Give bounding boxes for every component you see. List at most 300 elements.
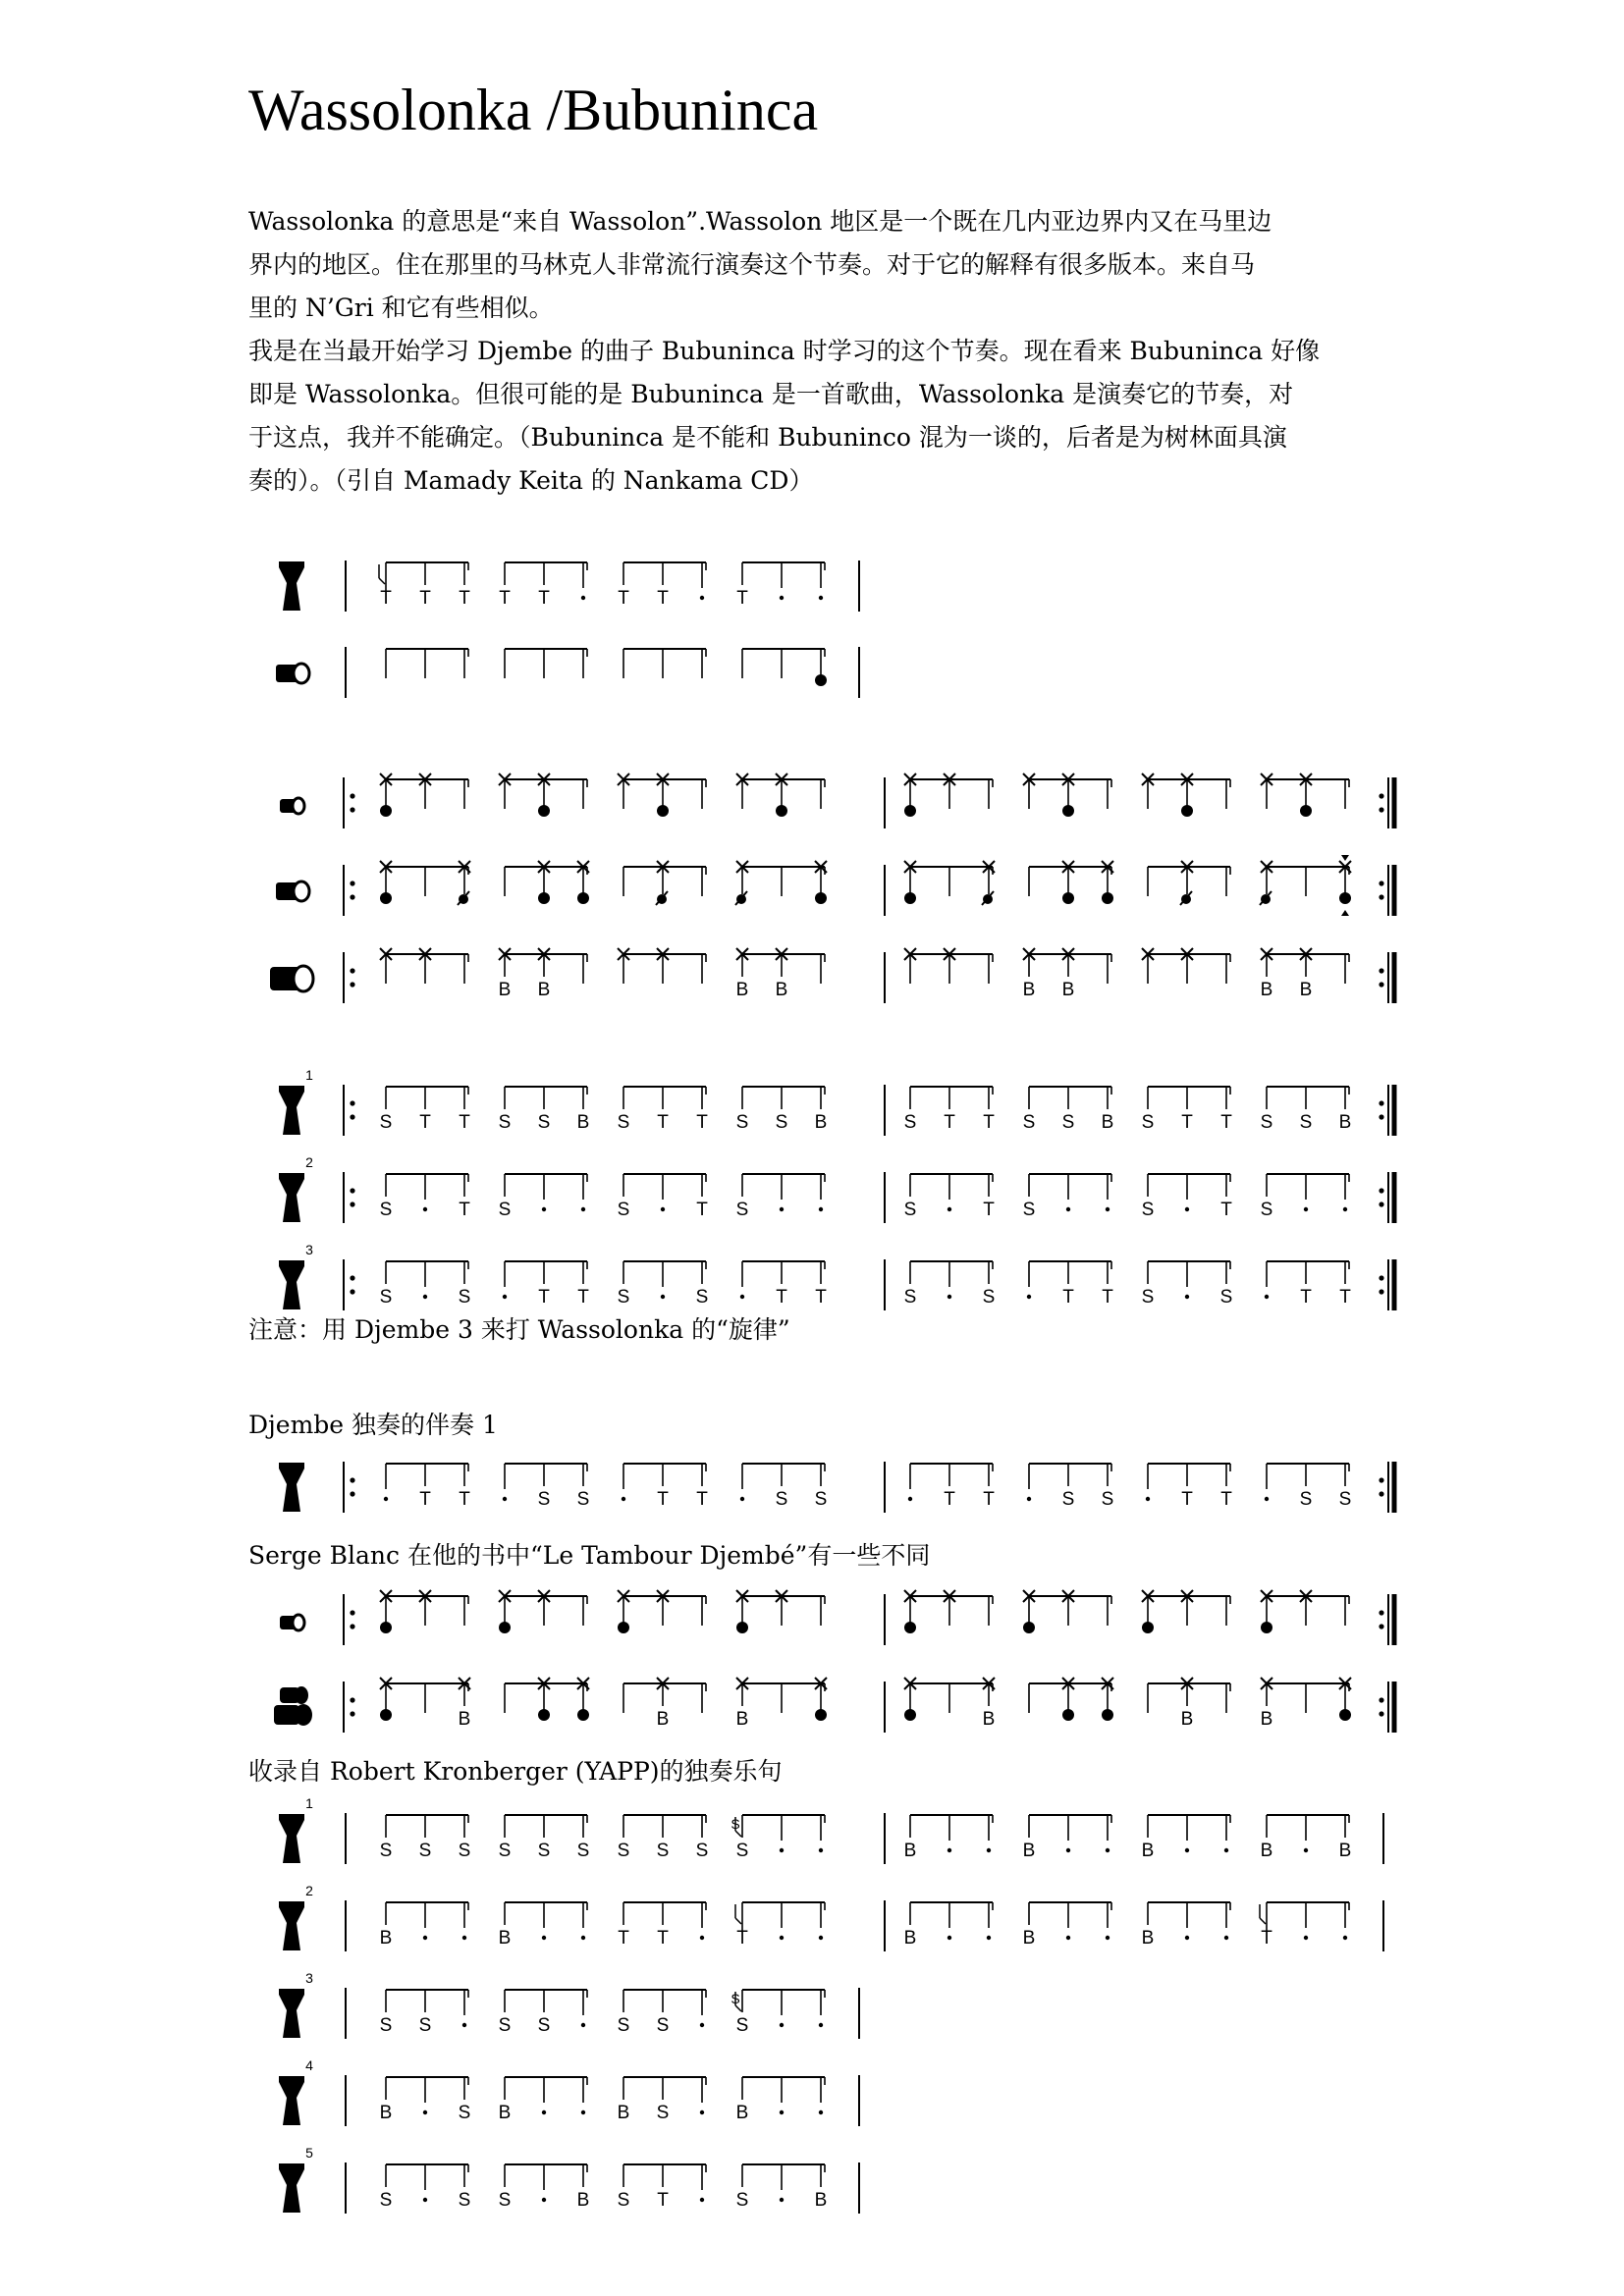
stroke-letter: T xyxy=(815,1287,827,1308)
open-stroke xyxy=(904,892,916,904)
rest-dot xyxy=(819,596,823,600)
repeat-dot xyxy=(350,1477,354,1482)
stroke-letter: S xyxy=(617,1841,630,1861)
repeat-dot xyxy=(1379,1697,1383,1702)
open-stroke xyxy=(1102,892,1113,904)
stroke-letter: T xyxy=(736,588,748,609)
rest-dot xyxy=(987,1936,991,1940)
rest-dot xyxy=(423,2198,427,2202)
rest-dot xyxy=(503,1497,507,1501)
stroke-letter: B xyxy=(458,1709,471,1730)
stroke-letter: S xyxy=(656,2103,670,2123)
stroke-letter: S xyxy=(982,1287,996,1308)
rest-dot xyxy=(1343,1207,1347,1211)
repeat-dot xyxy=(350,894,354,899)
page-title: Wassolonka /Bubuninca xyxy=(248,78,819,142)
rest-dot xyxy=(1146,1497,1150,1501)
stroke-letter: S xyxy=(735,1841,749,1861)
kenkeni-icon xyxy=(280,1615,304,1630)
stroke-letter: T xyxy=(380,588,392,609)
stroke-letter: T xyxy=(983,1489,995,1510)
flam-mark xyxy=(1260,1918,1266,1924)
rest-dot xyxy=(947,1207,951,1211)
rest-dot xyxy=(1224,1848,1228,1852)
stroke-letter: T xyxy=(1102,1287,1113,1308)
repeat-dot xyxy=(1379,968,1383,973)
stroke-letter: S xyxy=(1061,1112,1075,1133)
stroke-letter: T xyxy=(1261,1928,1272,1949)
open-stroke xyxy=(736,1622,748,1633)
rest-dot xyxy=(462,1936,466,1940)
stroke-letter: T xyxy=(657,2190,669,2211)
stroke-letter: S xyxy=(418,1841,432,1861)
stroke-letter: S xyxy=(1022,1200,1036,1220)
rest-dot xyxy=(947,1295,951,1299)
notation-row-djembe-2 xyxy=(279,1154,1394,1223)
open-stroke xyxy=(1339,892,1351,904)
stroke-letter: B xyxy=(617,2103,630,2123)
stroke-letter: S xyxy=(903,1112,917,1133)
rest-dot xyxy=(987,1848,991,1852)
stroke-letter: T xyxy=(1300,1287,1312,1308)
stroke-letter: B xyxy=(1022,980,1036,1000)
stroke-letter: S xyxy=(617,1112,630,1133)
stroke-letter: S xyxy=(617,2015,630,2036)
stroke-letter: T xyxy=(776,1287,787,1308)
stroke-letter: B xyxy=(656,1709,670,1730)
rest-dot xyxy=(384,1497,388,1501)
open-stroke xyxy=(904,1709,916,1721)
stroke-letter: S xyxy=(458,2190,471,2211)
stroke-letter: B xyxy=(498,980,512,1000)
stroke-letter: T xyxy=(1181,1489,1193,1510)
rest-dot xyxy=(1304,1207,1308,1211)
rest-dot xyxy=(1224,1936,1228,1940)
stroke-letter: B xyxy=(1260,980,1273,1000)
open-stroke xyxy=(1181,805,1193,817)
open-stroke xyxy=(577,1709,589,1721)
stroke-letter: S xyxy=(695,1287,709,1308)
stroke-letter: B xyxy=(379,2103,393,2123)
open-stroke xyxy=(657,805,669,817)
stroke-letter: S xyxy=(617,1200,630,1220)
stroke-letter: B xyxy=(982,1709,996,1730)
repeat-dot xyxy=(350,1697,354,1702)
dundunba-icon xyxy=(270,966,313,991)
open-stroke xyxy=(1261,1622,1272,1633)
intro-line: 我是在当最开始学习 Djembe 的曲子 Bubuninca 时学习的这个节奏。现在看来 Bubuninca 好像 xyxy=(248,337,1321,365)
djembe-icon xyxy=(279,2076,304,2125)
djembe-icon xyxy=(279,1086,304,1135)
stroke-letter: S xyxy=(1260,1112,1273,1133)
rest-dot xyxy=(1066,1207,1070,1211)
stroke-letter: B xyxy=(775,980,788,1000)
stroke-letter: T xyxy=(577,1287,589,1308)
intro-line: 即是 Wassolonka。但很可能的是 Bubuninca 是一首歌曲，Wassolonka 是演奏它的节奏，对 xyxy=(248,380,1294,408)
rest-dot xyxy=(423,1936,427,1940)
stroke-letter: B xyxy=(1141,1928,1155,1949)
repeat-dot xyxy=(350,1289,354,1294)
stroke-letter: S xyxy=(537,2015,551,2036)
rest-dot xyxy=(947,1936,951,1940)
repeat-dot xyxy=(1379,1188,1383,1193)
open-stroke xyxy=(1300,805,1312,817)
djembe-icon xyxy=(279,2163,304,2213)
stroke-letter: T xyxy=(419,1489,431,1510)
rest-dot xyxy=(1185,1207,1189,1211)
djembe-icon xyxy=(279,1463,304,1512)
stroke-letter: S xyxy=(656,2015,670,2036)
repeat-dot xyxy=(350,1624,354,1629)
rest-dot xyxy=(503,1295,507,1299)
stroke-letter: S xyxy=(617,1287,630,1308)
stroke-letter: S xyxy=(1338,1489,1352,1510)
stroke-letter: S xyxy=(1299,1112,1313,1133)
rest-dot xyxy=(780,1936,784,1940)
rest-dot xyxy=(819,1936,823,1940)
rest-dot xyxy=(1265,1497,1269,1501)
stroke-letter: S xyxy=(537,1841,551,1861)
stroke-letter: B xyxy=(903,1928,917,1949)
intro-line: 于这点，我并不能确定。（Bubuninca 是不能和 Bubuninco 混为一谈的，后者是为树林面具演 xyxy=(248,423,1287,452)
notation-row-kenkeni xyxy=(280,774,1394,828)
part-number: 2 xyxy=(305,1154,313,1170)
stroke-letter: T xyxy=(696,1112,708,1133)
stroke-letter: S xyxy=(498,2190,512,2211)
rest-dot xyxy=(542,1936,546,1940)
open-stroke xyxy=(815,674,827,686)
repeat-dot xyxy=(1379,1477,1383,1482)
rest-dot xyxy=(700,596,704,600)
open-stroke xyxy=(1339,1709,1351,1721)
stroke-letter: B xyxy=(735,980,749,1000)
stroke-letter: S xyxy=(498,1200,512,1220)
intro-line: Wassolonka 的意思是“来自 Wassolon”.Wassolon 地区是一个既在几内亚边界内又在马里边 xyxy=(248,207,1272,236)
stroke-letter: S xyxy=(814,1489,828,1510)
open-stroke xyxy=(1102,1709,1113,1721)
rest-dot xyxy=(1106,1207,1110,1211)
stroke-letter: S xyxy=(498,2015,512,2036)
repeat-dot xyxy=(350,1491,354,1496)
djembe-icon xyxy=(279,1989,304,2038)
notation-row-intro-djembe xyxy=(279,561,859,612)
repeat-dot xyxy=(1379,807,1383,812)
stroke-letter: B xyxy=(498,2103,512,2123)
rest-dot xyxy=(1185,1848,1189,1852)
repeat-dot xyxy=(1379,1491,1383,1496)
repeat-dot xyxy=(350,968,354,973)
open-stroke xyxy=(776,805,787,817)
notation-row-djembe-1 xyxy=(279,1067,1394,1136)
rest-dot xyxy=(581,2110,585,2114)
rest-dot xyxy=(423,1207,427,1211)
rest-dot xyxy=(780,2110,784,2114)
stroke-letter: T xyxy=(944,1489,955,1510)
stroke-letter: S xyxy=(617,2190,630,2211)
notation-row-sb-dun xyxy=(274,1678,1394,1733)
rest-dot xyxy=(700,2110,704,2114)
open-stroke xyxy=(380,805,392,817)
stroke-letter: B xyxy=(537,980,551,1000)
stroke-letter: T xyxy=(538,588,550,609)
accent-mark xyxy=(1341,855,1349,861)
stroke-letter: S xyxy=(1219,1287,1233,1308)
rest-dot xyxy=(908,1497,912,1501)
repeat-dot xyxy=(350,807,354,812)
open-stroke xyxy=(380,1622,392,1633)
stroke-letter: B xyxy=(735,2103,749,2123)
stroke-letter: S xyxy=(695,1841,709,1861)
stroke-letter: T xyxy=(657,1489,669,1510)
open-stroke xyxy=(577,892,589,904)
intro-line: 界内的地区。住在那里的马林克人非常流行演奏这个节奏。对于它的解释有很多版本。来自马 xyxy=(248,250,1256,279)
intro-line: 里的 N’Gri 和它有些相似。 xyxy=(248,294,554,322)
rest-dot xyxy=(740,1497,744,1501)
notation-row-intro-bass xyxy=(276,647,859,698)
repeat-dot xyxy=(1379,1201,1383,1206)
open-stroke xyxy=(380,892,392,904)
repeat-dot xyxy=(350,1188,354,1193)
djembe-icon xyxy=(279,1814,304,1863)
stroke-letter: T xyxy=(736,1928,748,1949)
repeat-dot xyxy=(350,1114,354,1119)
stroke-letter: B xyxy=(1022,1928,1036,1949)
rest-dot xyxy=(542,2110,546,2114)
repeat-dot xyxy=(1379,894,1383,899)
open-stroke xyxy=(815,1709,827,1721)
open-stroke xyxy=(1062,1709,1074,1721)
djembe-icon xyxy=(279,1173,304,1222)
rest-dot xyxy=(661,1295,665,1299)
rest-dot xyxy=(819,2023,823,2027)
rest-dot xyxy=(780,1207,784,1211)
stroke-letter: T xyxy=(459,1200,470,1220)
stroke-letter: B xyxy=(498,1928,512,1949)
rest-dot xyxy=(1066,1848,1070,1852)
note-djembe3-melody: 注意：用 Djembe 3 来打 Wassolonka 的“旋律” xyxy=(248,1315,790,1344)
rest-dot xyxy=(947,1848,951,1852)
notation-row-dundunba xyxy=(270,948,1394,1003)
stroke-letter: S xyxy=(1101,1489,1114,1510)
stroke-letter: T xyxy=(657,1928,669,1949)
stroke-letter: B xyxy=(903,1841,917,1861)
open-stroke xyxy=(904,1622,916,1633)
repeat-dot xyxy=(350,1275,354,1280)
stroke-letter: S xyxy=(498,1112,512,1133)
kenkeni-icon xyxy=(280,798,304,814)
stroke-letter: T xyxy=(419,588,431,609)
stroke-letter: S xyxy=(1022,1112,1036,1133)
repeat-dot xyxy=(1379,1114,1383,1119)
rest-dot xyxy=(661,1207,665,1211)
stroke-letter: S xyxy=(418,2015,432,2036)
stroke-letter: B xyxy=(1260,1841,1273,1861)
rest-dot xyxy=(423,1295,427,1299)
open-stroke xyxy=(380,1709,392,1721)
repeat-dot xyxy=(1379,1610,1383,1615)
stroke-letter: S xyxy=(1061,1489,1075,1510)
repeat-dot xyxy=(350,1201,354,1206)
flam-mark xyxy=(735,1918,741,1924)
stroke-letter: S xyxy=(1260,1200,1273,1220)
flam-letter: S xyxy=(731,1816,740,1832)
stroke-letter: S xyxy=(775,1489,788,1510)
stroke-letter: T xyxy=(1220,1489,1232,1510)
stroke-letter: S xyxy=(379,1200,393,1220)
heading-serge-blanc: Serge Blanc 在他的书中“Le Tambour Djembé”有一些不同 xyxy=(248,1541,931,1570)
stroke-letter: S xyxy=(735,1200,749,1220)
stroke-letter: B xyxy=(1141,1841,1155,1861)
stroke-letter: S xyxy=(458,1841,471,1861)
repeat-dot xyxy=(350,1100,354,1105)
notation-row-solo-accomp-1 xyxy=(279,1462,1394,1513)
repeat-dot xyxy=(350,881,354,885)
rest-dot xyxy=(581,596,585,600)
stroke-letter: T xyxy=(983,1200,995,1220)
notation-row-djembe-3 xyxy=(279,1242,1394,1310)
stroke-letter: S xyxy=(576,1841,590,1861)
stroke-letter: S xyxy=(903,1287,917,1308)
stroke-letter: T xyxy=(499,588,511,609)
rest-dot xyxy=(740,1295,744,1299)
rest-dot xyxy=(622,1497,625,1501)
flam-mark xyxy=(379,578,385,584)
stroke-letter: B xyxy=(1180,1709,1194,1730)
rest-dot xyxy=(1106,1936,1110,1940)
stroke-letter: S xyxy=(379,1841,393,1861)
repeat-dot xyxy=(1379,1275,1383,1280)
stroke-letter: T xyxy=(618,588,629,609)
repeat-dot xyxy=(1379,982,1383,987)
open-stroke xyxy=(1062,892,1074,904)
rest-dot xyxy=(423,2110,427,2114)
stroke-letter: B xyxy=(576,1112,590,1133)
notation-row-sangban xyxy=(276,855,1394,916)
stroke-letter: S xyxy=(379,1112,393,1133)
stroke-letter: B xyxy=(735,1709,749,1730)
stroke-letter: T xyxy=(538,1287,550,1308)
stroke-letter: B xyxy=(379,1928,393,1949)
stroke-letter: T xyxy=(419,1112,431,1133)
rest-dot xyxy=(819,1207,823,1211)
part-number: 3 xyxy=(305,1970,313,1986)
stroke-letter: S xyxy=(656,1841,670,1861)
repeat-dot xyxy=(350,793,354,798)
stroke-letter: B xyxy=(1338,1112,1352,1133)
flam-letter: S xyxy=(731,1991,740,2006)
stroke-letter: S xyxy=(537,1112,551,1133)
rest-dot xyxy=(1066,1936,1070,1940)
stroke-letter: T xyxy=(657,588,669,609)
notation-row-solo-2 xyxy=(279,1883,1383,1951)
repeat-dot xyxy=(1379,793,1383,798)
open-stroke xyxy=(538,805,550,817)
stroke-letter: B xyxy=(1260,1709,1273,1730)
stroke-letter: S xyxy=(379,2190,393,2211)
open-stroke xyxy=(618,1622,629,1633)
stroke-letter: S xyxy=(735,1112,749,1133)
rest-dot xyxy=(581,1207,585,1211)
stroke-letter: T xyxy=(1062,1287,1074,1308)
rest-dot xyxy=(700,1936,704,1940)
rest-dot xyxy=(581,2023,585,2027)
stroke-letter: S xyxy=(735,2190,749,2211)
stroke-letter: T xyxy=(983,1112,995,1133)
stroke-letter: S xyxy=(458,2103,471,2123)
stroke-letter: S xyxy=(775,1112,788,1133)
repeat-dot xyxy=(350,1610,354,1615)
stroke-letter: S xyxy=(576,1489,590,1510)
rest-dot xyxy=(1343,1936,1347,1940)
stroke-letter: T xyxy=(459,588,470,609)
stroke-letter: T xyxy=(944,1112,955,1133)
rest-dot xyxy=(1027,1497,1031,1501)
rest-dot xyxy=(700,2023,704,2027)
open-stroke xyxy=(1142,1622,1154,1633)
stroke-letter: T xyxy=(1181,1112,1193,1133)
rest-dot xyxy=(581,1936,585,1940)
stroke-letter: S xyxy=(1299,1489,1313,1510)
rest-dot xyxy=(1304,1848,1308,1852)
rest-dot xyxy=(780,2023,784,2027)
stroke-letter: S xyxy=(498,1841,512,1861)
rest-dot xyxy=(1106,1848,1110,1852)
stroke-letter: B xyxy=(1061,980,1075,1000)
stroke-letter: S xyxy=(735,2015,749,2036)
rest-dot xyxy=(819,2110,823,2114)
stroke-letter: S xyxy=(1141,1287,1155,1308)
djembe-icon xyxy=(279,561,304,611)
stroke-letter: B xyxy=(1022,1841,1036,1861)
part-number: 2 xyxy=(305,1883,313,1898)
stroke-letter: B xyxy=(1101,1112,1114,1133)
rest-dot xyxy=(819,1848,823,1852)
notation-row-solo-3 xyxy=(279,1970,859,2039)
part-number: 3 xyxy=(305,1242,313,1257)
open-stroke xyxy=(499,1622,511,1633)
rest-dot xyxy=(1027,1295,1031,1299)
open-stroke xyxy=(815,892,827,904)
open-stroke xyxy=(538,892,550,904)
stroke-letter: T xyxy=(1220,1112,1232,1133)
accent-mark xyxy=(1341,910,1349,916)
sangban-icon xyxy=(276,881,309,901)
part-number: 1 xyxy=(305,1795,313,1811)
open-stroke xyxy=(904,805,916,817)
repeat-dot xyxy=(1379,1289,1383,1294)
djembe-icon xyxy=(279,1260,304,1309)
stroke-letter: B xyxy=(576,2190,590,2211)
stroke-letter: S xyxy=(903,1200,917,1220)
rest-dot xyxy=(1265,1295,1269,1299)
stroke-letter: B xyxy=(814,2190,828,2211)
stroke-letter: T xyxy=(459,1112,470,1133)
repeat-dot xyxy=(350,1711,354,1716)
dundun-icon xyxy=(276,664,309,683)
open-stroke xyxy=(1023,1622,1035,1633)
rest-dot xyxy=(780,1848,784,1852)
open-stroke xyxy=(538,1709,550,1721)
rest-dot xyxy=(1185,1936,1189,1940)
stroke-letter: T xyxy=(1339,1287,1351,1308)
rest-dot xyxy=(1304,1936,1308,1940)
heading-solo-accompaniment: Djembe 独奏的伴奏 1 xyxy=(248,1411,498,1439)
stroke-letter: T xyxy=(696,1200,708,1220)
notation-row-sb-kenkeni xyxy=(280,1590,1394,1645)
stroke-letter: T xyxy=(618,1928,629,1949)
djembe-icon xyxy=(279,1901,304,1950)
intro-line: 奏的）。（引自 Mamady Keita 的 Nankama CD） xyxy=(248,466,814,495)
